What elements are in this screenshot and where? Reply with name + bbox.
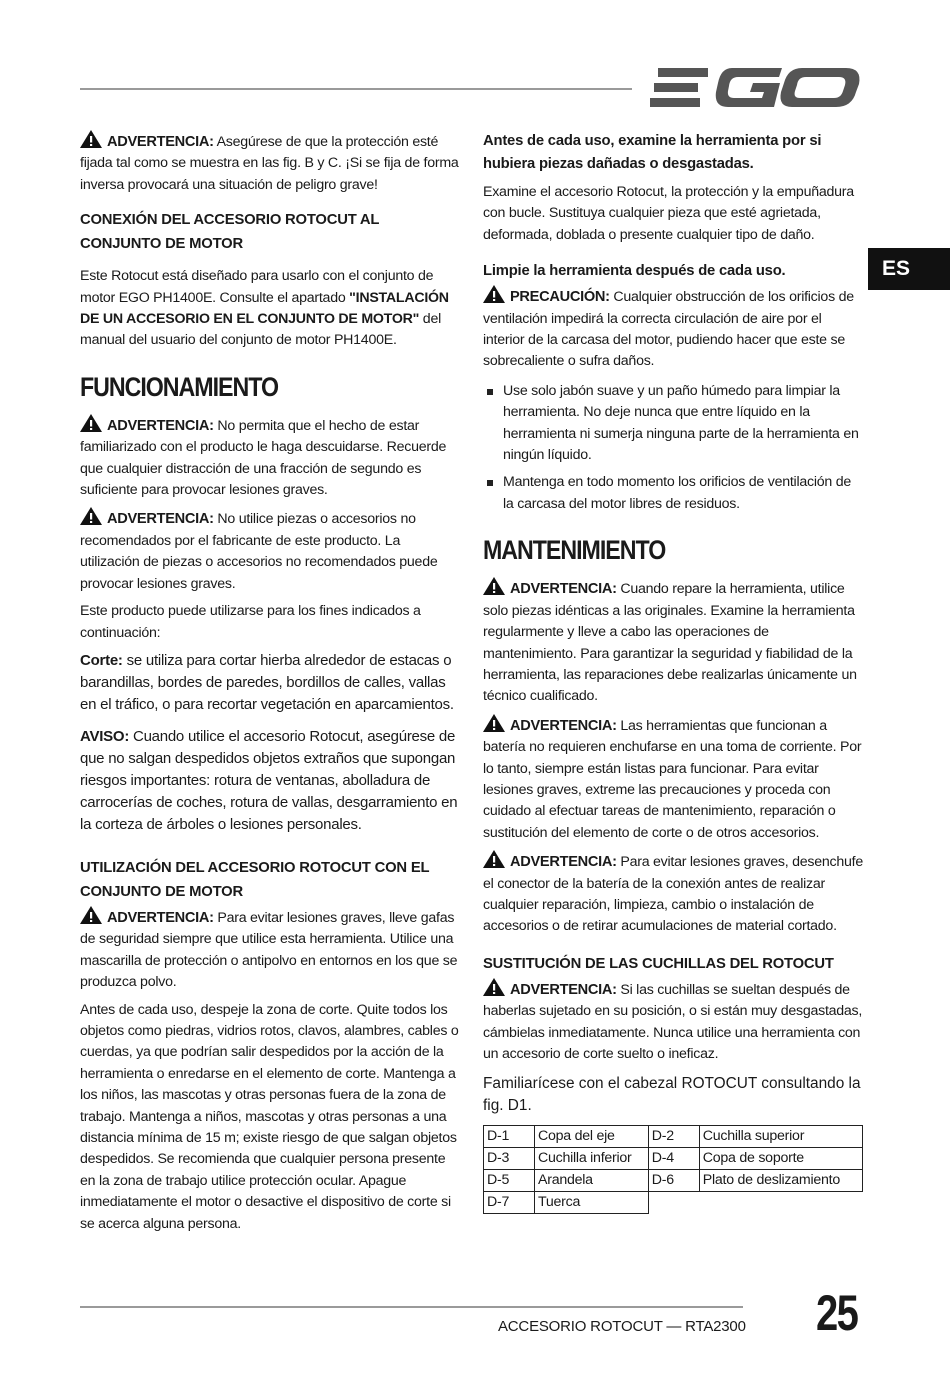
table-row (484, 1126, 863, 1148)
warning-label: ADVERTENCIA: (107, 909, 214, 926)
list-item: Use solo jabón suave y un paño húmedo para limpiar la herramienta. No deje nunca que entre líquido en la herramienta ni sumerja ninguna parte de la herramienta en ningún líquido. (483, 381, 863, 467)
part-code: D-6 (648, 1170, 699, 1192)
part-name: Cuchilla superior (699, 1126, 862, 1148)
warning-label: ADVERTENCIA: (510, 854, 617, 871)
table-row (484, 1192, 863, 1214)
section-title-operation: FUNCIONAMIENTO (80, 371, 278, 402)
language-tab: ES (868, 248, 950, 290)
paragraph-clear-area: Antes de cada uso, despeje la zona de corte. Quite todos los objetos como piedras, vidrios rotos, clavos, alambres, cables o cuerdas, ya que podrían salir despedidos por la acción de la herramienta o enredarse en el elemento de corte. Mantenga a los niños, las mascotas y otras personas fuera de la zona de trabajo. Mantenga a niños, mascotas y otras personas a una distancia mínima de 15 m; existe riesgo de que salgan objetos despedidos. Se recomienda que cualquier persona presente en la zona de trabajo utilice protección ocular. Apague inmediatamente el motor o desactive el dispositivo de corte si se acerca alguna persona. (80, 1001, 459, 1232)
part-code: D-3 (484, 1148, 535, 1170)
subheading-clean: Limpie la herramienta después de cada uso. (483, 263, 786, 280)
subheading-inspect: Antes de cada uso, examine la herramienta por si hubiera piezas dañadas o desgastadas. (483, 133, 822, 172)
warning-label: ADVERTENCIA: (510, 981, 617, 998)
warning-text: Asegúrese de que la protección esté fijada tal como se muestra en las fig. B y C. ¡Si se fija de forma inversa provocará una situación de peligro grave! (80, 134, 459, 193)
warning-blades (483, 978, 863, 1066)
part-code: D-4 (648, 1148, 699, 1170)
paragraph-cut (80, 650, 462, 716)
paragraph-inspect: Examine el accesorio Rotocut, la protección y la empuñadura con bucle. Sustituya cualquier pieza que esté agrietada, deformada, doblada o presente cualquier tipo de daño. (483, 184, 854, 243)
warning-label: ADVERTENCIA: (107, 511, 214, 528)
footer-rule (80, 1306, 743, 1308)
warning-guard (80, 130, 462, 196)
part-code: D-1 (484, 1126, 535, 1148)
table-row (484, 1148, 863, 1170)
warning-icon (483, 714, 505, 732)
paragraph-figure-intro: Familiarícese con el cabezal ROTOCUT consultando la fig. D1. (483, 1075, 861, 1115)
part-name: Plato de deslizamiento (699, 1170, 862, 1192)
part-name: Cuchilla inferior (535, 1148, 649, 1170)
warning-text: Para evitar lesiones graves, lleve gafas de seguridad siempre que utilice esta herramienta. Utilice una mascarilla de protección o antipolvo en entornos en los que se produzca polvo. (80, 909, 458, 991)
warning-text: Cuando repare la herramienta, utilice solo piezas idénticas a las originales. Examine la herramienta regularmente y lleve a cabo las operaciones de mantenimiento. Para garantizar la seguridad y fiabilidad de la herramienta, las reparaciones debe realizarlas únicamente un técnico cualificado. (483, 581, 857, 705)
warning-text: Si las cuchillas se sueltan después de haberlas sujetado en su posición, o si están muy desgastadas, cámbielas inmediatamente. Nunca utilice una herramienta con un accesorio de corte suelto o ineficaz. (483, 981, 863, 1062)
left-column (80, 130, 462, 1241)
page-number: 25 (816, 1285, 858, 1341)
right-column (483, 130, 863, 1214)
part-name: Arandela (535, 1170, 649, 1192)
empty-cell (648, 1192, 862, 1214)
part-name: Copa de soporte (699, 1148, 862, 1170)
warning-icon (80, 414, 102, 432)
part-code: D-5 (484, 1170, 535, 1192)
part-name: Copa del eje (535, 1126, 649, 1148)
warning-goggles (80, 906, 462, 994)
warning-icon (80, 507, 102, 525)
caution-icon (483, 285, 505, 303)
warning-label: ADVERTENCIA: (107, 134, 214, 150)
cut-text: se utiliza para cortar hierba alrededor de estacas o barandillas, bordes de paredes, bordillos de calles, vallas en el tráfico, o para recortar vegetación en aparcamientos. (80, 651, 454, 713)
heading-use: UTILIZACIÓN DEL ACCESORIO ROTOCUT CON EL CONJUNTO DE MOTOR (80, 859, 430, 900)
part-code: D-7 (484, 1192, 535, 1214)
footer-title: ACCESORIO ROTOCUT — RTA2300 (498, 1318, 746, 1335)
warning-label: ADVERTENCIA: (510, 717, 617, 734)
text-segment: Este Rotocut está diseñado para usarlo con el conjunto de motor EGO PH1400E. Consulte el apartado (80, 268, 434, 306)
warning-label: ADVERTENCIA: (510, 581, 617, 598)
heading-blades: SUSTITUCIÓN DE LAS CUCHILLAS DEL ROTOCUT (483, 955, 834, 972)
caution-ventilation (483, 285, 863, 373)
parts-table (483, 1125, 863, 1214)
caution-text: Cualquier obstrucción de los orificios de ventilación impedirá la correcta circulación de aire por el interior de la carcasa del motor, pudiendo hacer que este se sobrecaliente o sufra daños. (483, 289, 854, 370)
section-title-maintenance: MANTENIMIENTO (483, 535, 666, 566)
warning-text: Las herramientas que funcionan a batería no requieren enchufarse en una toma de corriente. Por lo tanto, siempre están listas para funcionar. Para evitar lesiones graves, extreme las precauciones y proceda con cuidado al efectuar tareas de mantenimiento, reparación o sustitución del elemento de corte o de otros accesorios. (483, 717, 862, 841)
warning-text: No utilice piezas o accesorios no recomendados por el fabricante de este producto. La utilización de piezas o accesorios no recomendados puede provocar lesiones graves. (80, 511, 438, 592)
notice-label: AVISO: (80, 727, 130, 745)
warning-unplug (483, 850, 863, 938)
warning-icon (483, 978, 505, 996)
warning-parts (80, 507, 462, 595)
notice-text: Cuando utilice el accesorio Rotocut, asegúrese de que no salgan despedidos objetos extraños que supongan riesgos importantes: rotura de ventanas, abolladura de carrocerías de coches, rotura de vallas, desgarramiento en la corteza de árboles o lesiones personales. (80, 727, 458, 833)
warning-icon (483, 577, 505, 595)
warning-icon (80, 906, 102, 924)
cleaning-list (483, 381, 863, 515)
caution-label: PRECAUCIÓN: (510, 289, 610, 306)
part-code: D-2 (648, 1126, 699, 1148)
list-item: Mantenga en todo momento los orificios de ventilación de la carcasa del motor libres de residuos. (483, 472, 863, 515)
warning-battery (483, 714, 863, 844)
heading-connect: CONEXIÓN DEL ACCESORIO ROTOCUT AL CONJUNTO DE MOTOR (80, 212, 379, 253)
paragraph-connect (80, 266, 462, 352)
warning-icon (483, 850, 505, 868)
warning-familiarity (80, 414, 462, 502)
paragraph-uses: Este producto puede utilizarse para los fines indicados a continuación: (80, 603, 421, 641)
cut-label: Corte: (80, 651, 123, 669)
paragraph-notice (80, 726, 462, 836)
text-bold-reference: "INSTALACIÓN DE UN ACCESORIO EN EL CONJUNTO DE MOTOR" (80, 289, 449, 328)
warning-text: No permita que el hecho de estar familiarizado con el producto le haga descuidarse. Recuerde que cualquier distracción de una fracción de segundo es suficiente para provocar lesiones graves. (80, 417, 447, 499)
ego-logo (650, 64, 862, 112)
warning-text: Para evitar lesiones graves, desenchufe el conector de la batería de la conexión antes de realizar cualquier reparación, limpieza, cambio o instalación de accesorios o de retirar acumulaciones de material cortado. (483, 854, 863, 935)
part-name: Tuerca (535, 1192, 649, 1214)
table-row (484, 1170, 863, 1192)
warning-repair (483, 577, 863, 707)
warning-icon (80, 130, 102, 148)
text-segment: del manual del usuario del conjunto de motor PH1400E. (80, 311, 441, 349)
header-rule (80, 88, 632, 90)
warning-label: ADVERTENCIA: (107, 417, 214, 434)
